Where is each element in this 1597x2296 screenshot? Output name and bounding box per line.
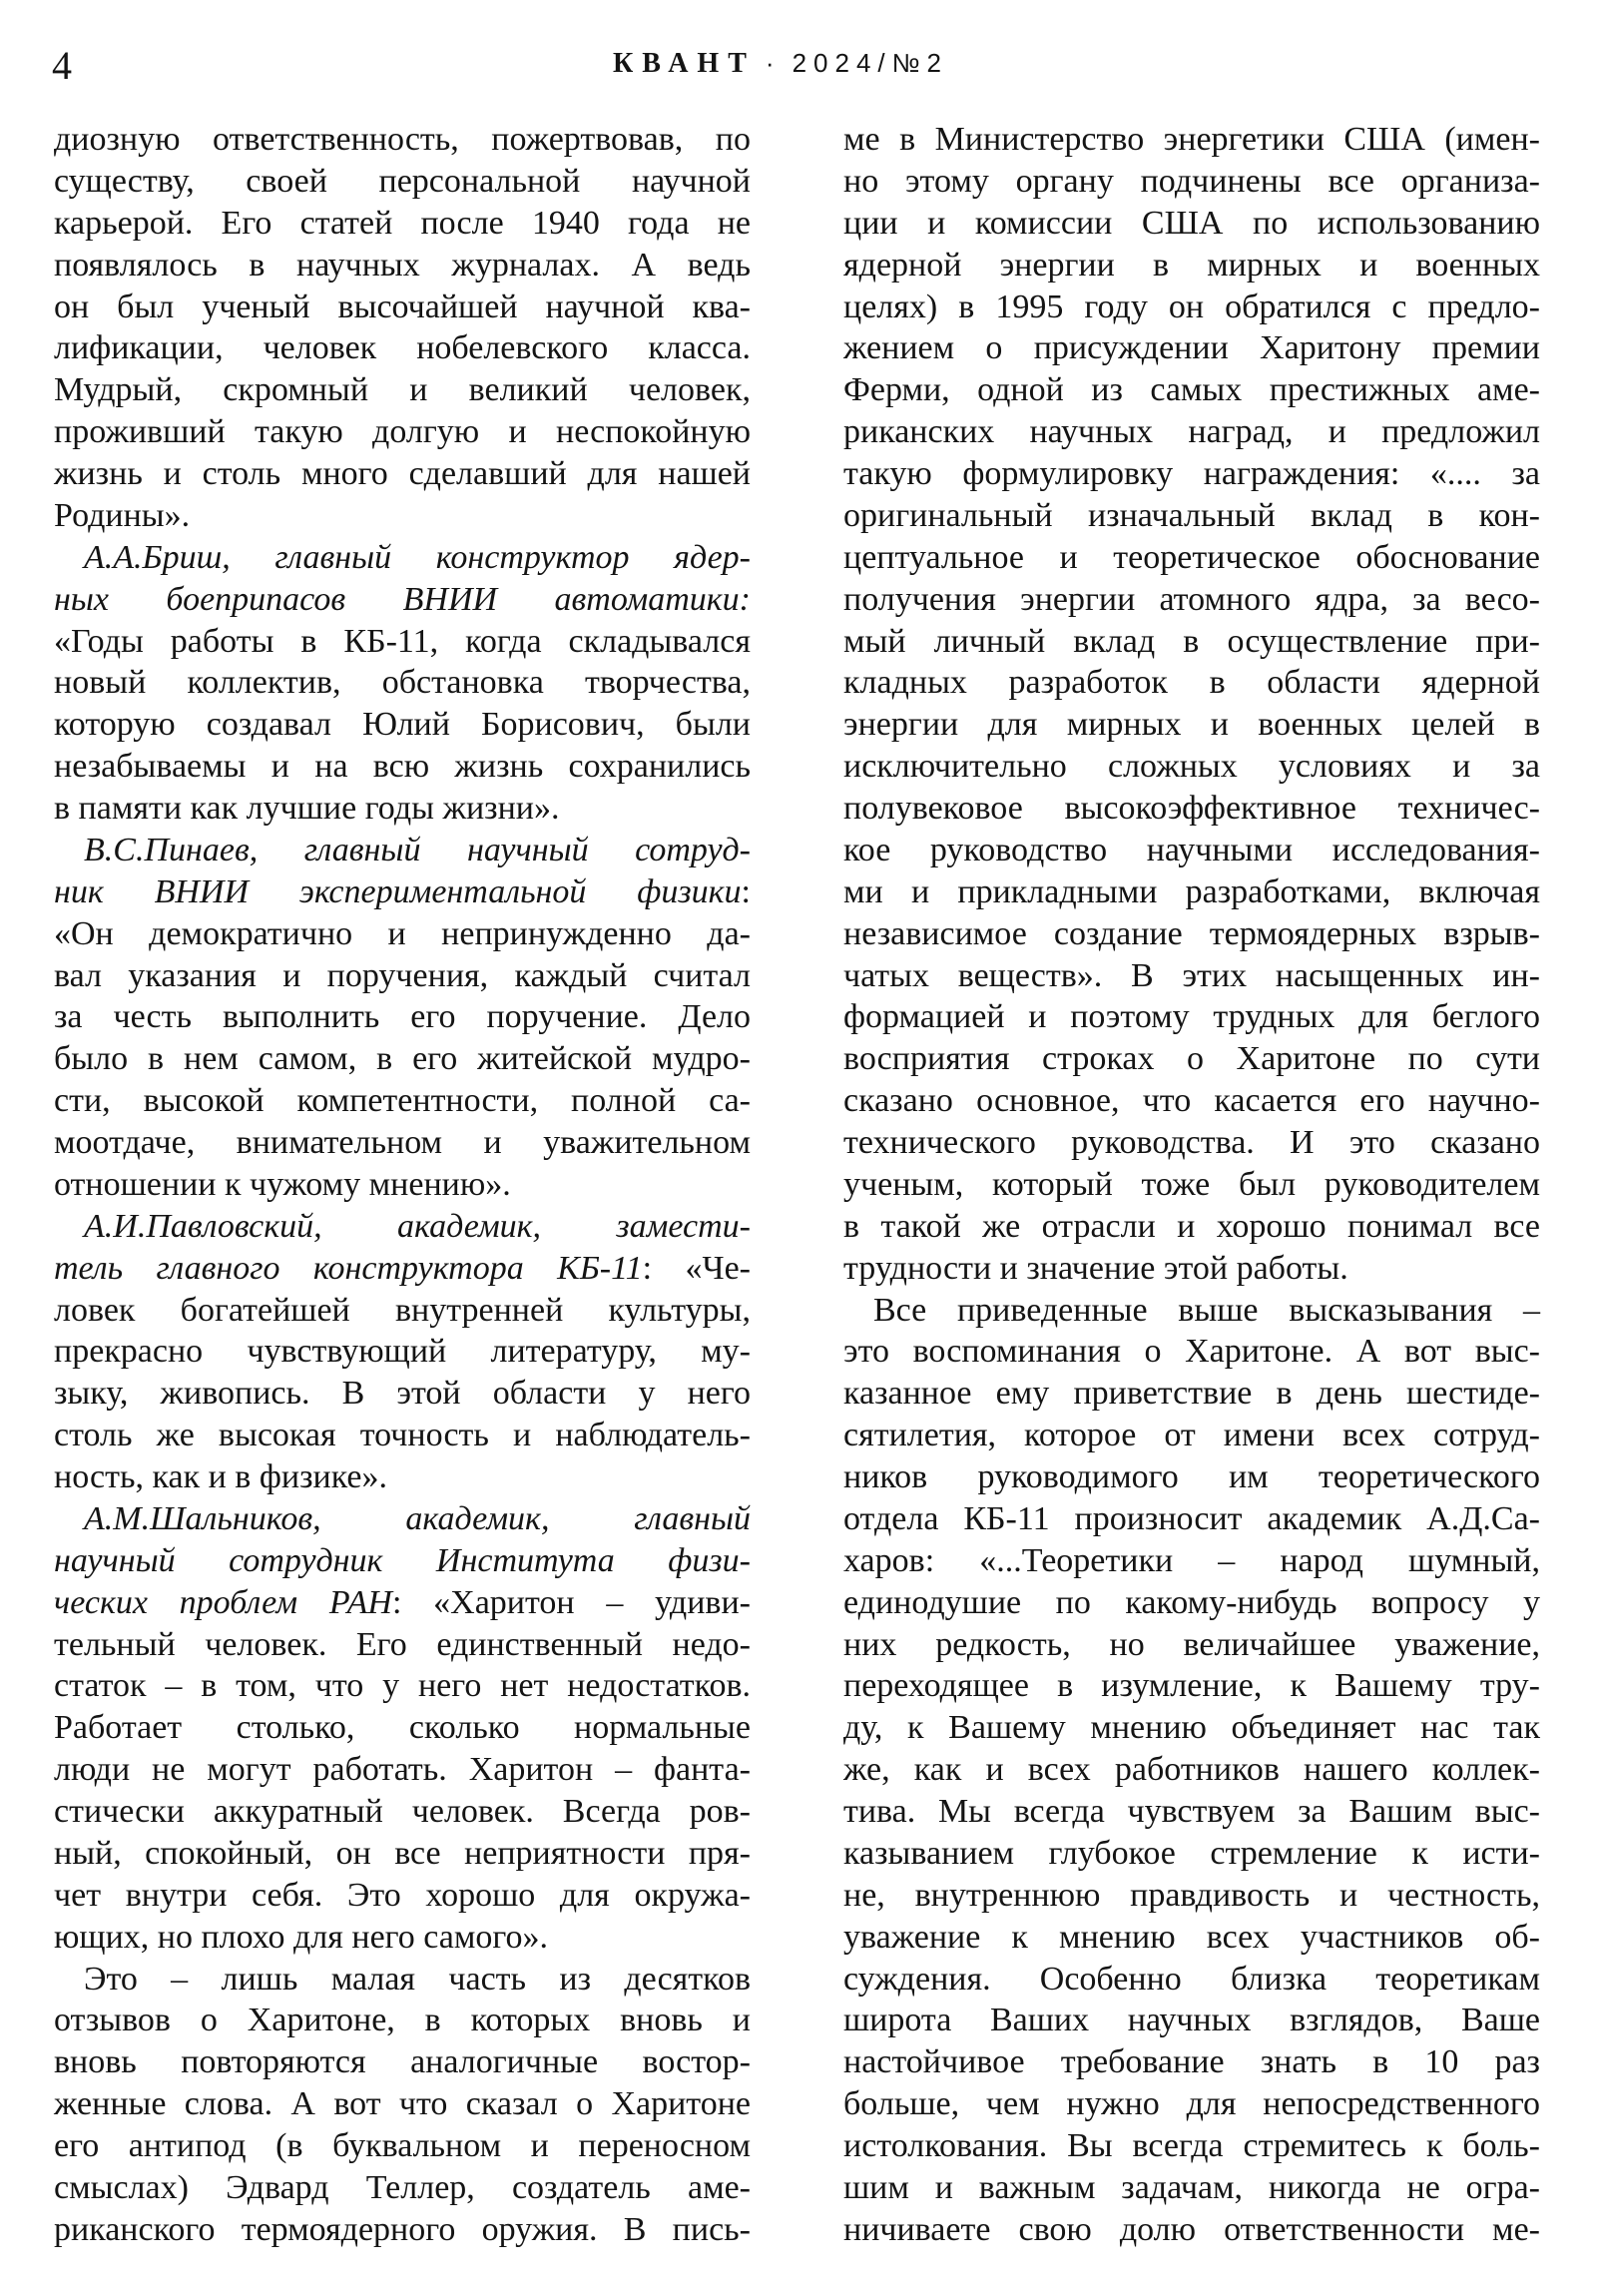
text-line: чет внутри себя. Это хорошо для окружа-: [54, 1876, 751, 1914]
text-line: диозную ответственность, пожертвовав, по: [54, 121, 751, 158]
text-line: тельный человек. Его единственный недо-: [54, 1625, 751, 1663]
text-line: казыванием глубокое стремление к исти-: [843, 1834, 1540, 1872]
text-line: риканских научных наград, и предложил: [843, 413, 1540, 451]
text-line: моотдаче, внимательном и уважительном: [54, 1124, 751, 1161]
text-line: энергии для мирных и военных целей в: [843, 706, 1540, 744]
text-line: вновь повторяются аналогичные востор-: [54, 2043, 751, 2081]
issue-number: 2024/№2: [792, 48, 948, 78]
attribution-tail: :: [741, 872, 751, 910]
text-line: сказано основное, что касается его научно-: [843, 1082, 1540, 1120]
text-line: целях) в 1995 году он обратился с предло-: [843, 287, 1540, 325]
quote-attribution-pinaev: В.С.Пинаев, главный научный сотруд-: [84, 831, 751, 868]
text-line: новый коллектив, обстановка творчества,: [54, 664, 751, 702]
text-line: женные слова. А вот что сказал о Харитоне: [54, 2085, 751, 2123]
text-line: ученым, который тоже был руководителем: [843, 1165, 1540, 1203]
text-line: которую создавал Юлий Борисович, были: [54, 706, 751, 744]
text-line: жением о присуждении Харитону премии: [843, 329, 1540, 367]
text-line: «Он демократично и непринужденно да-: [54, 914, 751, 952]
text-line: них редкость, но величайшее уважение,: [843, 1625, 1540, 1663]
text-line: лификации, человек нобелевского класса.: [54, 329, 751, 367]
text-line: отдела КБ-11 произносит академик А.Д.Са-: [843, 1499, 1540, 1537]
text-line: ничиваете свою долю ответственности ме-: [843, 2210, 1540, 2248]
text-line: стически аккуратный человек. Всегда ров-: [54, 1793, 751, 1830]
page-number: 4: [52, 43, 72, 88]
text-line: формацией и поэтому трудных для беглого: [843, 998, 1540, 1036]
text-line: мый личный вклад в осуществление при-: [843, 622, 1540, 660]
text-line: больше, чем нужно для непосредственного: [843, 2085, 1540, 2123]
text-line: существу, своей персональной научной: [54, 162, 751, 200]
text-line: вал указания и поручения, каждый считал: [54, 956, 751, 994]
text-line: исключительно сложных условиях и за: [843, 748, 1540, 786]
text-line: сятилетия, которое от имени всех сотруд-: [843, 1417, 1540, 1454]
text-line: сти, высокой компетентности, полной са-: [54, 1082, 751, 1120]
text-line: Это – лишь малая часть из десятков: [84, 1960, 751, 1998]
text-line: оригинальный изначальный вклад в кон-: [843, 496, 1540, 534]
text-line: ядерной энергии в мирных и военных: [843, 246, 1540, 284]
quote-attribution-pavlovsky: А.И.Павловский, академик, замести-: [84, 1207, 751, 1245]
text-line: суждения. Особенно близка теоретикам: [843, 1960, 1540, 1998]
text-line: ме в Министерство энергетики США (имен-: [843, 121, 1540, 158]
text-line: независимое создание термоядерных взрыв-: [843, 914, 1540, 952]
text-line: Работает столько, сколько нормальные: [54, 1709, 751, 1747]
text-line: было в нем самом, в его житейской мудро-: [54, 1040, 751, 1078]
text-line: проживший такую долгую и неспокойную: [54, 413, 751, 451]
text-line: жизнь и столь много сделавший для нашей: [54, 455, 751, 492]
text-line: ми и прикладными разработками, включая: [843, 872, 1540, 910]
quote-attribution-pinaev: [54, 871, 751, 913]
text-line: за честь выполнить его поручение. Дело: [54, 998, 751, 1036]
text-line: столь же высокая точность и наблюдатель-: [54, 1417, 751, 1454]
quote-attribution-brish: А.А.Бриш, главный конструктор ядер-: [84, 538, 751, 576]
text-line: но этому органу подчинены все организа-: [843, 162, 1540, 200]
text-line: статок – в том, что у него нет недостатков.: [54, 1667, 751, 1705]
text-line: Родины».: [54, 496, 191, 534]
text-line: его антипод (в буквальном и переносном: [54, 2127, 751, 2164]
text-line: не, внутреннюю правдивость и честность,: [843, 1876, 1540, 1914]
text-line: настойчивое требование знать в 10 раз: [843, 2043, 1540, 2081]
running-head: [613, 48, 948, 78]
text-line: Все приведенные выше высказывания –: [873, 1291, 1540, 1329]
attribution-tail: : «Че-: [642, 1249, 751, 1287]
text-line: кое руководство научными исследования-: [843, 831, 1540, 868]
running-head-separator: ·: [765, 48, 775, 78]
text-line: появлялось в научных журналах. А ведь: [54, 246, 751, 284]
text-line: Ферми, одной из самых престижных аме-: [843, 371, 1540, 409]
text-line: казанное ему приветствие в день шестиде-: [843, 1375, 1540, 1413]
attribution-italic: ческих проблем РАН: [54, 1583, 392, 1621]
text-line: получения энергии атомного ядра, за весо-: [843, 580, 1540, 618]
text-line: единодушие по какому-нибудь вопросу у: [843, 1583, 1540, 1621]
text-line: он был ученый высочайшей научной ква-: [54, 287, 751, 325]
text-line: ный, спокойный, он все неприятности пря-: [54, 1834, 751, 1872]
quote-attribution-shalnikov: А.М.Шальников, академик, главный: [84, 1499, 751, 1537]
text-line: такую формулировку награждения: «.... за: [843, 455, 1540, 492]
text-line: «Годы работы в КБ-11, когда складывался: [54, 622, 751, 660]
text-line: истолкования. Вы всегда стремитесь к боль-: [843, 2127, 1540, 2164]
text-line: чатых веществ». В этих насыщенных ин-: [843, 956, 1540, 994]
text-line: смыслах) Эдвард Теллер, создатель аме-: [54, 2168, 751, 2206]
quote-attribution-shalnikov: научный сотрудник Института физи-: [54, 1541, 751, 1579]
text-line: харов: «...Теоретики – народ шумный,: [843, 1541, 1540, 1579]
text-line: в памяти как лучшие годы жизни».: [54, 790, 560, 827]
text-line: ции и комиссии США по использованию: [843, 204, 1540, 242]
text-line: восприятия строках о Харитоне по сути: [843, 1040, 1540, 1078]
text-line: отношении к чужому мнению».: [54, 1165, 511, 1203]
text-line: ников руководимого им теоретического: [843, 1458, 1540, 1495]
text-line: же, как и всех работников нашего коллек-: [843, 1751, 1540, 1789]
text-line: полувековое высокоэффективное техничес-: [843, 790, 1540, 827]
quote-attribution-pavlovsky: [54, 1248, 751, 1290]
text-line: шим и важным задачам, никогда не огра-: [843, 2168, 1540, 2206]
text-line: ность, как и в физике».: [54, 1458, 387, 1495]
text-line: цептуальное и теоретическое обоснование: [843, 538, 1540, 576]
text-line: уважение к мнению всех участников об-: [843, 1918, 1540, 1956]
text-line: карьерой. Его статей после 1940 года не: [54, 204, 751, 242]
text-line: ловек богатейшей внутренней культуры,: [54, 1291, 751, 1329]
attribution-tail: : «Харитон – удиви-: [391, 1583, 751, 1621]
left-column: [54, 119, 751, 2251]
right-column: [843, 119, 1540, 2251]
quote-attribution-brish: ных боеприпасов ВНИИ автоматики:: [54, 580, 751, 618]
text-line: Мудрый, скромный и великий человек,: [54, 371, 751, 409]
text-line: незабываемы и на всю жизнь сохранились: [54, 748, 751, 786]
text-line: трудности и значение этой работы.: [843, 1249, 1348, 1287]
text-line: тива. Мы всегда чувствуем за Вашим выс-: [843, 1793, 1540, 1830]
text-line: в такой же отрасли и хорошо понимал все: [843, 1207, 1540, 1245]
text-line: широта Ваших научных взглядов, Ваше: [843, 2002, 1540, 2039]
attribution-italic: ник ВНИИ экспериментальной физики: [54, 872, 742, 910]
text-line: это воспоминания о Харитоне. А вот выс-: [843, 1333, 1540, 1371]
text-line: кладных разработок в области ядерной: [843, 664, 1540, 702]
text-line: ду, к Вашему мнению объединяет нас так: [843, 1709, 1540, 1747]
text-line: ющих, но плохо для него самого».: [54, 1918, 548, 1956]
quote-attribution-shalnikov: [54, 1582, 751, 1624]
text-line: риканского термоядерного оружия. В пись-: [54, 2210, 751, 2248]
text-line: переходящее в изумление, к Вашему тру-: [843, 1667, 1540, 1705]
text-line: люди не могут работать. Харитон – фанта-: [54, 1751, 751, 1789]
text-line: прекрасно чувствующий литературу, му-: [54, 1333, 751, 1371]
text-line: зыку, живопись. В этой области у него: [54, 1375, 751, 1413]
journal-name: КВАНТ: [613, 48, 756, 79]
attribution-italic: тель главного конструктора КБ-11: [54, 1249, 643, 1287]
text-line: технического руководства. И это сказано: [843, 1124, 1540, 1161]
text-line: отзывов о Харитоне, в которых вновь и: [54, 2002, 751, 2039]
